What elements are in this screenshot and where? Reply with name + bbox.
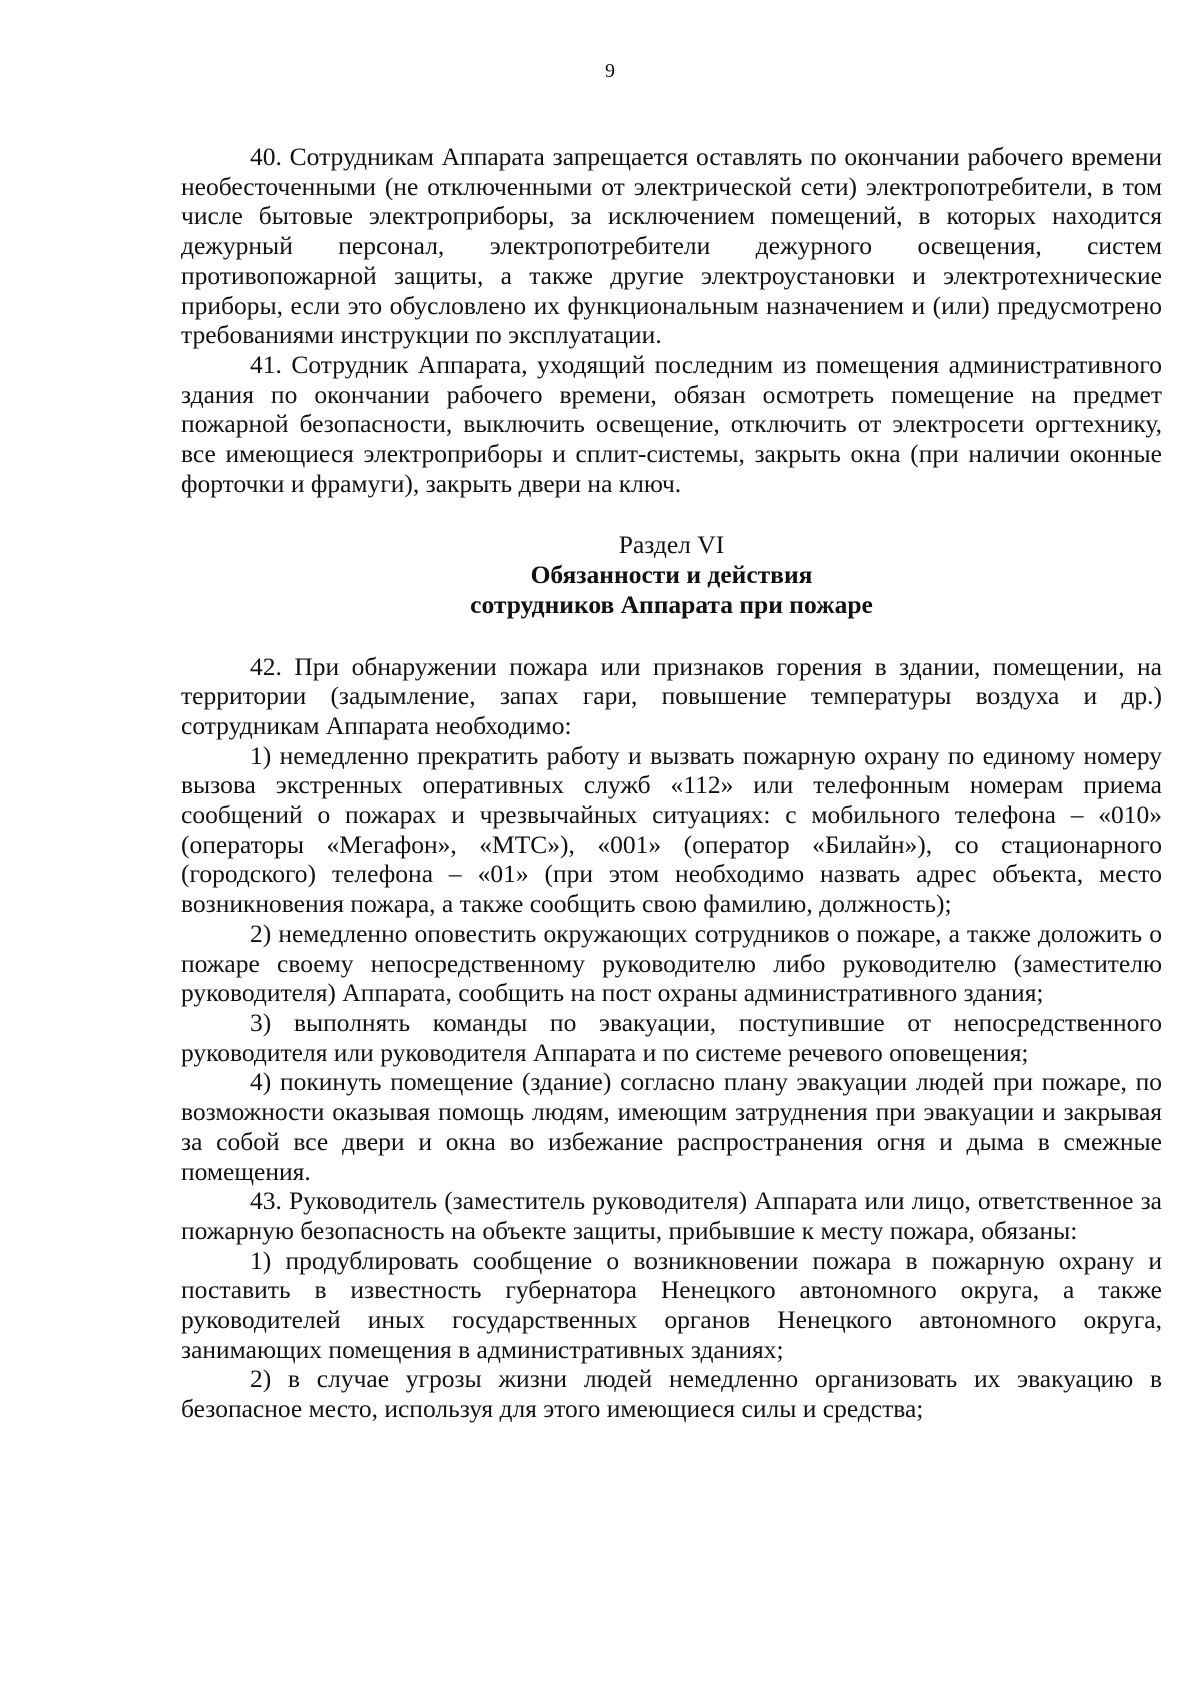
paragraph-40: 40. Сотрудникам Аппарата запрещается оставлять по окончании рабочего времени необесточенными (не отключенными от электрической сети) электропотребители, в том числе бытовые электроприборы, за исключением помещений, в которых находится дежурный персонал, электропотребители дежурного освещения, систем противопожарной защиты, а также другие электроустановки и электротехнические приборы, если это обусловлено их функциональным назначением и (или) предусмотрено требованиями инструкции по эксплуатации. — [181, 142, 1162, 350]
paragraph-42-item-1: 1) немедленно прекратить работу и вызвать пожарную охрану по единому номеру вызова экстренных оперативных служб «112» или телефонным номерам приема сообщений о пожарах и чрезвычайных ситуациях: с мобильного телефона – «010» (операторы «Мегафон», «МТС»), «001» (оператор «Билайн»), со стационарного (городского) телефона – «01» (при этом необходимо назвать адрес объекта, место возникновения пожара, а также сообщить свою фамилию, должность); — [181, 740, 1162, 919]
section-title-line-2: сотрудников Аппарата при пожаре — [470, 589, 873, 619]
page-number: 9 — [605, 60, 615, 82]
paragraph-41: 41. Сотрудник Аппарата, уходящий последним из помещения административного здания по окончании рабочего времени, обязан осмотреть помещение на предмет пожарной безопасности, выключить освещение, отключить от электросети оргтехнику, все имеющиеся электроприборы и сплит-системы, закрыть окна (при наличии оконные форточки и фрамуги), закрыть двери на ключ. — [181, 349, 1162, 498]
paragraph-42-item-4: 4) покинуть помещение (здание) согласно плану эвакуации людей при пожаре, по возможности оказывая помощь людям, имеющим затруднения при эвакуации и закрывая за собой все двери и окна во избежание распространения огня и дыма в смежные помещения. — [181, 1067, 1162, 1186]
paragraph-42-item-2: 2) немедленно оповестить окружающих сотрудников о пожаре, а также доложить о пожаре своему непосредственному руководителю либо руководителю (заместителю руководителя) Аппарата, сообщить на пост охраны административного здания; — [181, 918, 1162, 1008]
spacer — [181, 498, 1162, 530]
paragraph-42: 42. При обнаружении пожара или признаков горения в здании, помещении, на территории (задымление, запах гари, повышение температуры воздуха и др.) сотрудникам Аппарата необходимо: — [181, 651, 1162, 740]
paragraph-43-item-1: 1) продублировать сообщение о возникновении пожара в пожарную охрану и поставить в известность губернатора Ненецкого автономного округа, а также руководителей иных государственных органов Ненецкого автономного округа, занимающих помещения в административных зданиях; — [181, 1245, 1162, 1364]
paragraph-43-item-2: 2) в случае угрозы жизни людей немедленно организовать их эвакуацию в безопасное место, используя для этого имеющиеся силы и средства; — [181, 1364, 1162, 1424]
section-heading — [181, 530, 1162, 619]
spacer — [181, 620, 1162, 652]
section-title-line-1: Обязанности и действия — [530, 560, 813, 590]
section-label: Раздел VI — [618, 530, 725, 560]
document-body — [181, 142, 1162, 1424]
paragraph-43: 43. Руководитель (заместитель руководителя) Аппарата или лицо, ответственное за пожарную безопасность на объекте защиты, прибывшие к месту пожара, обязаны: — [181, 1186, 1162, 1245]
paragraph-42-item-3: 3) выполнять команды по эвакуации, поступившие от непосредственного руководителя или руководителя Аппарата и по системе речевого оповещения; — [181, 1007, 1162, 1067]
